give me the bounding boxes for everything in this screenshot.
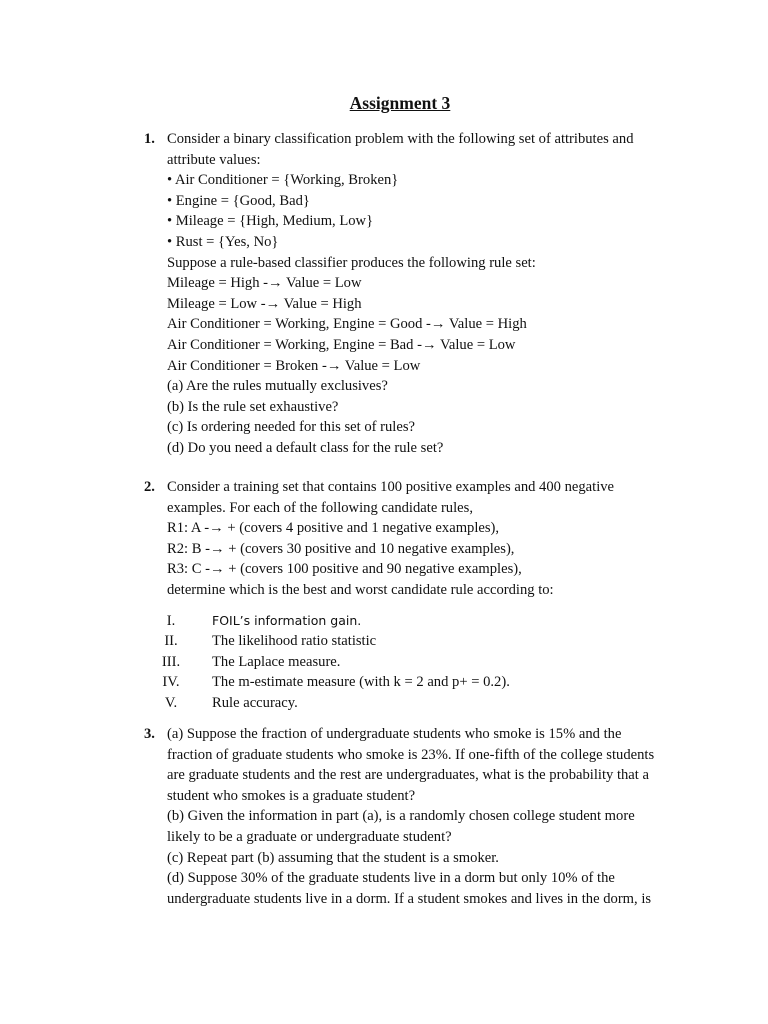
subquestion-line: (d) Do you need a default class for the rule set? xyxy=(167,439,444,456)
question-line: Suppose a rule-based classifier produces the following rule set: xyxy=(167,254,536,271)
list-item xyxy=(144,652,684,673)
list-item xyxy=(144,672,684,693)
list-item xyxy=(144,693,684,714)
attribute-line: • Air Conditioner = {Working, Broken} xyxy=(167,172,399,189)
list-item xyxy=(144,611,684,632)
question-2-body xyxy=(167,477,684,601)
question-3-body xyxy=(167,724,684,909)
question-line: (d) Suppose 30% of the graduate students live in a dorm but only 10% of the xyxy=(167,870,615,887)
question-line: are graduate students and the rest are undergraduates, what is the probability that a xyxy=(167,767,649,784)
question-line: examples. For each of the following candidate rules, xyxy=(167,499,473,516)
page-title: Assignment 3 xyxy=(349,93,451,113)
subquestion-line: (b) Is the rule set exhaustive? xyxy=(167,398,339,415)
question-line: (c) Repeat part (b) assuming that the student is a smoker. xyxy=(167,849,499,866)
candidate-rule-line: R1: A -→ + (covers 4 positive and 1 negative examples), xyxy=(167,520,500,537)
question-line: (b) Given the information in part (a), is a randomly chosen college student more xyxy=(167,808,635,825)
list-numeral: IV. xyxy=(162,674,180,691)
question-number: 2. xyxy=(144,479,155,495)
rule-line: Air Conditioner = Broken -→ Value = Low xyxy=(167,357,421,374)
question-line: (a) Suppose the fraction of undergraduate students who smoke is 15% and the xyxy=(167,726,622,742)
list-text: The Laplace measure. xyxy=(212,653,341,670)
subquestion-line: (c) Is ordering needed for this set of rules? xyxy=(167,419,416,436)
candidate-rule-line: R3: C -→ + (covers 100 positive and 90 negative examples), xyxy=(167,561,522,578)
question-1 xyxy=(144,129,684,459)
list-numeral: II. xyxy=(164,633,178,650)
question-line: likely to be a graduate or undergraduate student? xyxy=(167,828,452,845)
rule-line: Mileage = High -→ Value = Low xyxy=(167,275,362,292)
question-number: 3. xyxy=(144,726,155,742)
question-line: Consider a training set that contains 100 positive examples and 400 negative xyxy=(167,479,615,495)
list-numeral: III. xyxy=(161,653,181,670)
question-line: undergraduate students live in a dorm. If a student smokes and lives in the dorm, is xyxy=(167,890,652,907)
question-line: Consider a binary classification problem with the following set of attributes and xyxy=(167,131,634,147)
list-text: Rule accuracy. xyxy=(212,694,298,711)
list-text: The likelihood ratio statistic xyxy=(212,633,377,650)
question-number: 1. xyxy=(144,131,155,147)
subquestion-line: (a) Are the rules mutually exclusives? xyxy=(167,378,388,395)
question-3 xyxy=(144,724,684,909)
question-line: student who smokes is a graduate student? xyxy=(167,787,416,804)
question-line: attribute values: xyxy=(167,151,261,168)
attribute-line: • Mileage = {High, Medium, Low} xyxy=(167,213,374,230)
rule-line: Air Conditioner = Working, Engine = Bad -→ Value = Low xyxy=(167,336,516,353)
list-numeral: V. xyxy=(164,694,178,711)
list-text: The m-estimate measure (with k = 2 and p+ = 0.2). xyxy=(212,674,510,691)
list-text: FOIL’s information gain. xyxy=(212,612,362,628)
question-line: determine which is the best and worst candidate rule according to: xyxy=(167,581,554,598)
rule-line: Air Conditioner = Working, Engine = Good -→ Value = High xyxy=(167,316,527,333)
list-numeral: I. xyxy=(166,612,176,629)
question-2 xyxy=(144,477,684,714)
question-line: fraction of graduate students who smoke is 23%. If one-fifth of the college students xyxy=(167,746,655,763)
candidate-rule-line: R2: B -→ + (covers 30 positive and 10 negative examples), xyxy=(167,540,515,557)
attribute-line: • Engine = {Good, Bad} xyxy=(167,192,310,209)
measure-list xyxy=(144,611,684,714)
rule-line: Mileage = Low -→ Value = High xyxy=(167,295,362,312)
list-item xyxy=(144,631,684,652)
question-1-body xyxy=(167,129,684,459)
attribute-line: • Rust = {Yes, No} xyxy=(167,233,279,250)
